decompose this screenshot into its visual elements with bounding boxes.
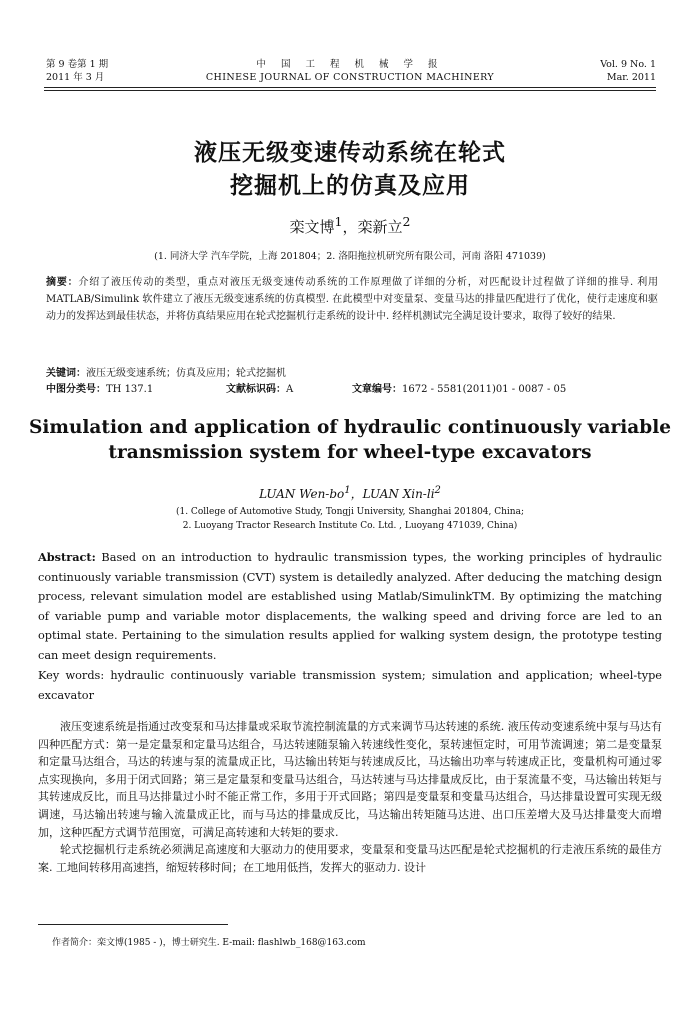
clc-number: 中图分类号：TH 137.1 <box>46 384 154 395</box>
keywords-label: 关键词： <box>46 368 86 379</box>
author-name: 栾文博 <box>289 218 335 236</box>
authors-chinese: 栾文博$^1$，栾新立$^2$ <box>289 214 411 236</box>
body-paragraph: 轮式挖掘机行走系统必须满足高速度和大驱动力的使用要求，变量泵和变量马达匹配是轮式挖掘机的行走液压系统的最佳方案. 工地间转移用高速挡，缩短转移时间；在工地用低挡，发挥大的驱动力. 设计 <box>38 843 662 874</box>
affiliation-marker: 1 <box>344 485 351 496</box>
journal-name-cn: 中 国 工 程 机 械 学 报 <box>256 59 444 70</box>
body-text <box>38 718 662 876</box>
body-paragraph: 液压变速系统是指通过改变泵和马达排量或采取节流控制流量的方式来调节马达转速的系统. 液压传动变速系统中泵与马达有四种匹配方式：第一是定量泵和定量马达组合，马达转速随泵输入转速线性变化，泵转速恒定时，可用节流调速；第二是变量泵和定量马达组合，马达的转速与泵的流量成正比，马达输出转矩与转速成反比，马达输出功率与转速成正比，变量机构可通过零点实现换向，多用于闭式回路；第三是定量泵和变量马达组合，马达转速与马达排量成反比，由于泵流量不变，马达输出转矩与其转速成反比，而且马达排量过小时不能正常工作，多用于开式回路；第四是变量泵和变量马达组合，马达排量设置可实现无级调速，马达输出转速与输入流量成正比，而与马达的排量成反比，马达输出转矩随马达进、出口压差增大及马达排量变大而增加，这种匹配方式调节范围宽，可满足高转速和大转矩的要求. <box>38 720 662 839</box>
title-english: Simulation and application of hydraulic continuously variable transmission system for wheel-type excavators <box>28 417 672 463</box>
abstract-text: 介绍了液压传动的类型，重点对液压无级变速传动系统的工作原理做了详细的分析，对匹配设计过程做了详细的推导. 利用 MATLAB/Simulink 软件建立了液压无级变速系统的仿真模型. 在此模型中对变量泵、变量马达的排量匹配进行了优化，使行走速度和驱动力的发挥达到最佳状态，并将仿真结果应用在轮式挖掘机行走系统的设计中. 经样机测试完全满足设计要求，取得了较好的结果. <box>46 277 659 322</box>
authors-english: LUAN Wen-$bo^1$，LUAN Xin-$li^2$ <box>259 485 441 501</box>
issue-volume: 第 9 卷第 1 期 <box>46 59 109 70</box>
journal-volume-info <box>600 58 656 84</box>
abstract-chinese <box>46 274 658 325</box>
keywords-text: 液压无级变速系统；仿真及应用；轮式挖掘机 <box>86 368 286 379</box>
title-chinese: 液压无级变速传动系统在轮式 挖掘机上的仿真及应用 <box>194 140 506 199</box>
keywords-label: Key words: <box>38 669 105 682</box>
author-name: 栾新立 <box>357 218 403 236</box>
affiliation-marker: 1 <box>334 214 343 229</box>
journal-name <box>0 58 700 84</box>
volume-number: Vol. 9 No. 1 <box>600 59 656 70</box>
header-rule-top <box>44 87 656 88</box>
header-rule-bottom <box>44 90 656 91</box>
article-number: 文章编号：1672 - 5581(2011)01 - 0087 - 05 <box>352 384 567 395</box>
affiliation-marker: 2 <box>402 214 411 229</box>
affiliation-english: (1. College of Automotive Study, Tongji University, Shanghai 201804, China; 2. Luoyang Tractor Research Institute Co. Ltd. , Luoyang 471039, China) <box>175 507 525 531</box>
abstract-english <box>38 548 662 665</box>
footnote-rule <box>38 924 228 925</box>
author-name: LUAN Xin-li <box>362 487 435 501</box>
keywords-chinese <box>46 364 658 379</box>
abstract-label: Abstract: <box>38 550 96 564</box>
keywords-english <box>38 666 662 705</box>
abstract-text: Based on an introduction to hydraulic transmission types, the working principles of hydraulic continuously variable transmission (CVT) system is detailedly analyzed. After deducing the matching design process, relevant simulation model are established using Matlab/SimulinkTM. By optimizing the matching of variable pump and variable motor displacements, the walking speed and driving force are led to an optimal state. Pertaining to the simulation results applied for walking system design, the prototype testing can meet design requirements. <box>38 551 663 662</box>
journal-name-en: CHINESE JOURNAL OF CONSTRUCTION MACHINERY <box>205 72 495 83</box>
document-code: 文献标识码：A <box>226 384 294 395</box>
affiliation-marker: 2 <box>434 485 441 496</box>
author-footnote: 作者简介：栾文博(1985 - )，博士研究生. E-mail: flashlwb_168@163.com <box>52 938 366 948</box>
issue-date: 2011 年 3 月 <box>46 72 105 83</box>
author-name: LUAN Wen-bo <box>259 487 345 501</box>
volume-date: Mar. 2011 <box>606 72 656 83</box>
affiliation-chinese: (1. 同济大学 汽车学院，上海 201804；2. 洛阳拖拉机研究所有限公司，河南 洛阳 471039) <box>154 251 546 262</box>
abstract-label: 摘要： <box>46 277 79 288</box>
keywords-text: hydraulic continuously variable transmission system; simulation and application; wheel-type excavator <box>38 669 662 702</box>
